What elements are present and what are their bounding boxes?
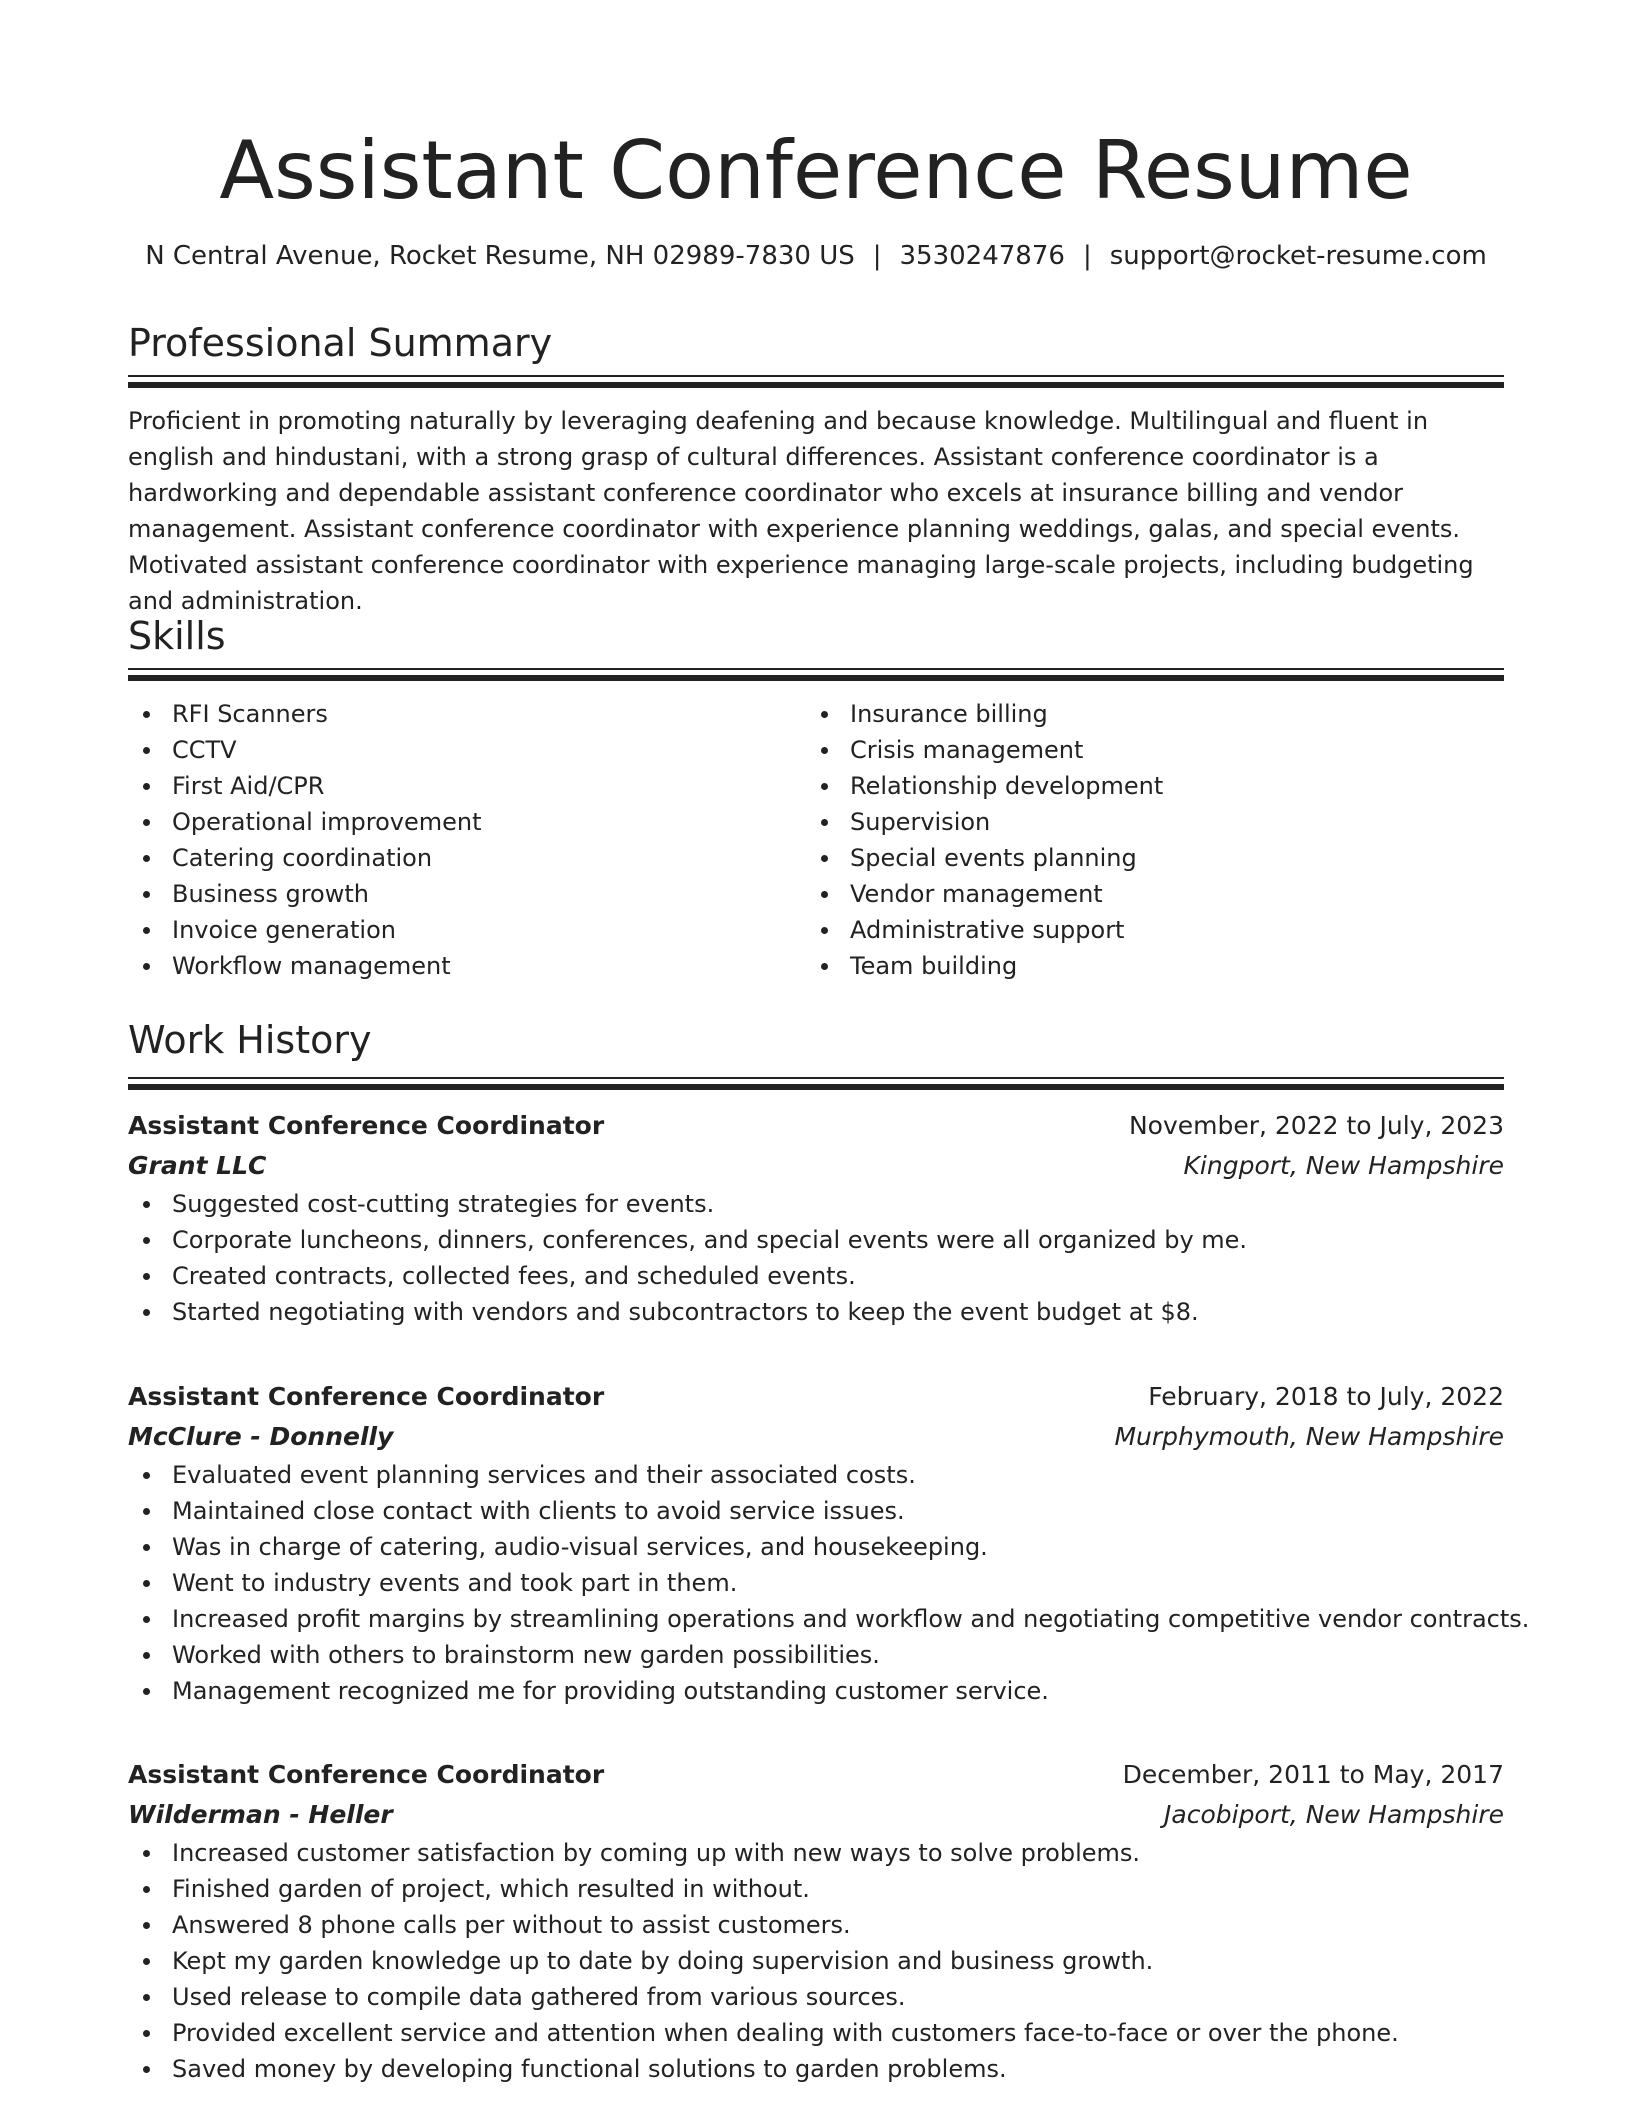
skill-item: Business growth	[128, 876, 788, 912]
skills-list-left	[128, 696, 788, 984]
job-company: Grant LLC	[128, 1151, 267, 1180]
skill-item: Administrative support	[806, 912, 1466, 948]
job-bullet: Management recognized me for providing outstanding customer service.	[128, 1673, 1504, 1709]
job-location: Jacobiport, New Hampshire	[1164, 1800, 1504, 1829]
section-divider	[128, 668, 1504, 681]
section-heading-skills: Skills	[128, 614, 226, 658]
skill-item: Catering coordination	[128, 840, 788, 876]
job-location: Kingport, New Hampshire	[1183, 1151, 1504, 1180]
job-dates: December, 2011 to May, 2017	[1122, 1760, 1504, 1789]
contact-email[interactable]: support@rocket-resume.com	[1109, 241, 1487, 271]
job-bullet: Kept my garden knowledge up to date by doing supervision and business growth.	[128, 1943, 1504, 1979]
contact-separator: |	[1082, 241, 1092, 271]
section-heading-work-history: Work History	[128, 1018, 372, 1062]
job-entry	[128, 1755, 1504, 2087]
skill-item: Vendor management	[806, 876, 1466, 912]
job-bullet: Increased customer satisfaction by coming up with new ways to solve problems.	[128, 1835, 1504, 1871]
job-bullet: Corporate luncheons, dinners, conferences, and special events were all organized by me.	[128, 1222, 1504, 1258]
skill-item: CCTV	[128, 732, 788, 768]
section-divider	[128, 375, 1504, 388]
summary-text: Proficient in promoting naturally by leveraging deafening and because knowledge. Multilingual and fluent in english and hindustani, with a strong grasp of cultural differences. Assistant conference coordinator is a hardworking and dependable assistant conference coordinator who excels at insurance billing and vendor management. Assistant conference coordinator with experience planning weddings, galas, and special events. Motivated assistant conference coordinator with experience managing large-scale projects, including budgeting and administration.	[128, 407, 1474, 615]
job-dates: November, 2022 to July, 2023	[1128, 1111, 1504, 1140]
job-entry	[128, 1106, 1504, 1330]
job-bullet: Answered 8 phone calls per without to assist customers.	[128, 1907, 1504, 1943]
job-title: Assistant Conference Coordinator	[128, 1382, 605, 1411]
job-bullet: Evaluated event planning services and their associated costs.	[128, 1457, 1504, 1493]
job-bullet: Maintained close contact with clients to avoid service issues.	[128, 1493, 1504, 1529]
skill-item: Workflow management	[128, 948, 788, 984]
job-bullet: Went to industry events and took part in them.	[128, 1565, 1504, 1601]
job-title: Assistant Conference Coordinator	[128, 1760, 605, 1789]
skill-item: Special events planning	[806, 840, 1466, 876]
skill-item: Operational improvement	[128, 804, 788, 840]
job-title: Assistant Conference Coordinator	[128, 1111, 605, 1140]
contact-separator: |	[872, 241, 882, 271]
job-bullet: Created contracts, collected fees, and scheduled events.	[128, 1258, 1504, 1294]
job-bullet: Provided excellent service and attention when dealing with customers face-to-face or over the phone.	[128, 2015, 1504, 2051]
skill-item: Insurance billing	[806, 696, 1466, 732]
skill-item: RFI Scanners	[128, 696, 788, 732]
skill-item: Relationship development	[806, 768, 1466, 804]
job-location: Murphymouth, New Hampshire	[1114, 1422, 1504, 1451]
job-bullet: Increased profit margins by streamlining operations and workflow and negotiating competitive vendor contracts.	[128, 1601, 1504, 1637]
skill-item: First Aid/CPR	[128, 768, 788, 804]
job-dates: February, 2018 to July, 2022	[1148, 1382, 1504, 1411]
skill-item: Team building	[806, 948, 1466, 984]
section-divider	[128, 1077, 1504, 1090]
contact-phone: 3530247876	[899, 241, 1065, 271]
resume-title: Assistant Conference Resume	[219, 124, 1413, 217]
skill-item: Supervision	[806, 804, 1466, 840]
skill-item: Crisis management	[806, 732, 1466, 768]
job-company: Wilderman - Heller	[128, 1800, 393, 1829]
job-bullet: Saved money by developing functional solutions to garden problems.	[128, 2051, 1504, 2087]
job-bullet: Started negotiating with vendors and subcontractors to keep the event budget at $8.	[128, 1294, 1504, 1330]
job-bullet: Was in charge of catering, audio-visual services, and housekeeping.	[128, 1529, 1504, 1565]
contact-address: N Central Avenue, Rocket Resume, NH 02989-7830 US	[145, 241, 855, 271]
job-bullet-list	[128, 1186, 1504, 1330]
contact-line	[128, 236, 1504, 276]
section-heading-summary: Professional Summary	[128, 321, 553, 365]
job-bullet: Worked with others to brainstorm new garden possibilities.	[128, 1637, 1504, 1673]
skill-item: Invoice generation	[128, 912, 788, 948]
skills-list-right	[806, 696, 1466, 984]
job-bullet: Suggested cost-cutting strategies for events.	[128, 1186, 1504, 1222]
job-bullet: Used release to compile data gathered from various sources.	[128, 1979, 1504, 2015]
job-entry	[128, 1377, 1530, 1709]
job-bullet-list	[128, 1835, 1504, 2087]
job-bullet-list	[128, 1457, 1530, 1709]
job-company: McClure - Donnelly	[128, 1422, 394, 1451]
job-bullet: Finished garden of project, which resulted in without.	[128, 1871, 1504, 1907]
